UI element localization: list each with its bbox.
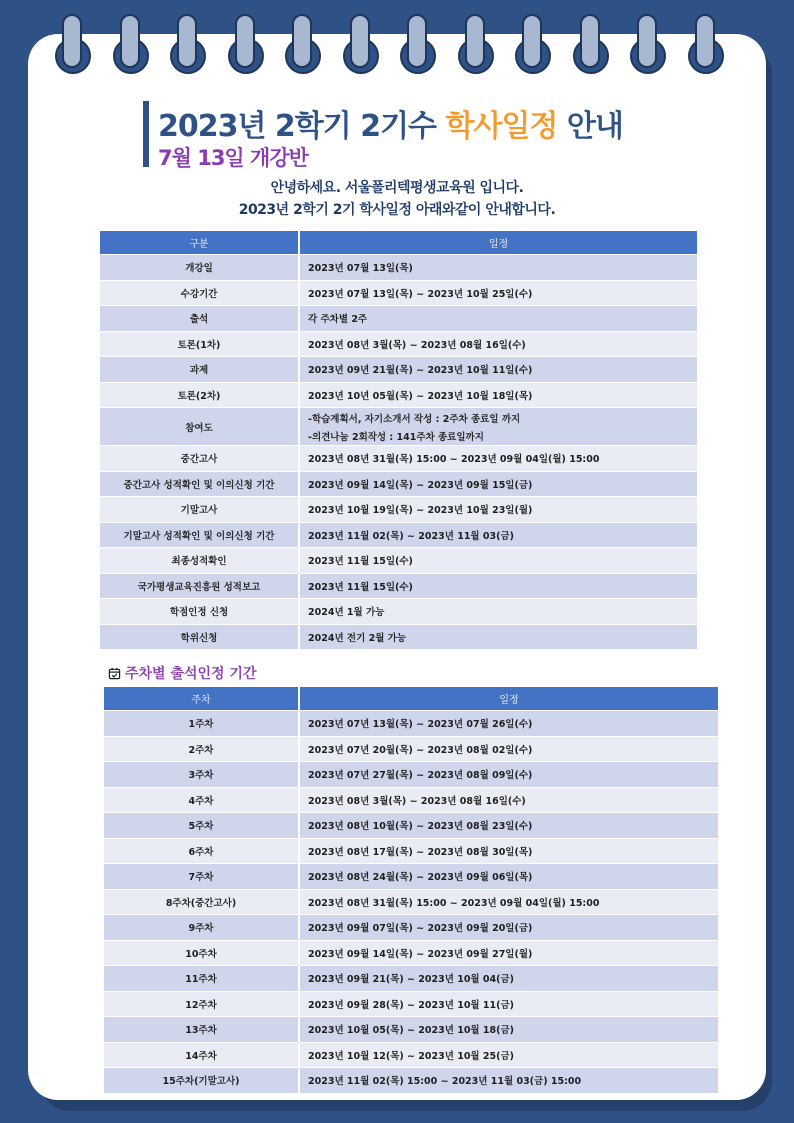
weekly-row [104, 813, 718, 838]
title-highlight: 학사일정 [445, 109, 558, 144]
schedule-header-row [100, 231, 697, 254]
weekly-row [104, 992, 718, 1017]
schedule-row-date: 2023년 11월 15일(수) [300, 548, 697, 573]
schedule-row [100, 255, 697, 280]
schedule-row-label: 토론(1차) [100, 332, 300, 357]
schedule-row-label: 기말고사 [100, 497, 300, 522]
schedule-row [100, 625, 697, 650]
page-subtitle: 7월 13일 개강반 [158, 146, 308, 170]
schedule-row [100, 548, 697, 573]
schedule-row-date [300, 408, 697, 445]
weekly-row-date: 2023년 07년 13월(목) ~ 2023년 07월 26일(수) [300, 711, 718, 736]
schedule-row [100, 523, 697, 548]
weekly-row [104, 864, 718, 889]
schedule-row-date: 2023년 11월 15일(수) [300, 574, 697, 599]
weekly-row-date: 2023년 08년 24월(목) ~ 2023년 09월 06일(목) [300, 864, 718, 889]
binder-ring [285, 14, 319, 74]
binder-ring [515, 14, 549, 74]
title-accent-bar [143, 101, 149, 167]
schedule-row [100, 281, 697, 306]
binder-ring [113, 14, 147, 74]
weekly-row [104, 788, 718, 813]
schedule-row [100, 574, 697, 599]
weekly-row [104, 890, 718, 915]
binder-ring [170, 14, 204, 74]
weekly-row-label: 7주차 [104, 864, 300, 889]
weekly-header-week: 주차 [104, 687, 300, 710]
binder-ring [688, 14, 722, 74]
weekly-header-date: 일정 [300, 687, 718, 710]
weekly-row-date: 2023년 11월 02(목) 15:00 ~ 2023년 11월 03(금) 15:00 [300, 1068, 718, 1093]
weekly-row [104, 711, 718, 736]
weekly-row-label: 5주차 [104, 813, 300, 838]
greeting-line-2: 2023년 2학기 2기 학사일정 아래와같이 안내합니다. [238, 202, 556, 218]
weekly-row-date: 2023년 08년 31월(목) 15:00 ~ 2023년 09월 04일(월) 15:00 [300, 890, 718, 915]
weekly-row-date: 2023년 07년 20월(목) ~ 2023년 08월 02일(수) [300, 737, 718, 762]
weekly-row-label: 14주차 [104, 1043, 300, 1068]
binder-ring [343, 14, 377, 74]
weekly-row-date: 2023년 09월 28(목) ~ 2023년 10월 11(금) [300, 992, 718, 1017]
weekly-row-label: 13주차 [104, 1017, 300, 1042]
weekly-row-label: 15주차(기말고사) [104, 1068, 300, 1093]
schedule-header-category: 구분 [100, 231, 300, 254]
schedule-row-label: 출석 [100, 306, 300, 331]
weekly-row-date: 2023년 10월 05(목) ~ 2023년 10월 18(금) [300, 1017, 718, 1042]
weekly-section-label: 주차별 출석인정 기간 [125, 666, 257, 682]
weekly-row-label: 9주차 [104, 915, 300, 940]
weekly-row-date: 2023년 09월 21(목) ~ 2023년 10월 04(금) [300, 966, 718, 991]
schedule-row-label: 국가평생교육진흥원 성적보고 [100, 574, 300, 599]
schedule-row-date: 2023년 08년 3월(목) ~ 2023년 08월 16일(수) [300, 332, 697, 357]
page-title: 2023년 2학기 2기수 학사일정 안내 [158, 109, 623, 144]
schedule-row-date-line: -학습계획서, 자기소개서 작성 : 2주차 종료일 까지 [308, 413, 521, 425]
weekly-row-date: 2023년 07년 27월(목) ~ 2023년 08월 09일(수) [300, 762, 718, 787]
weekly-row-date: 2023년 09월 14일(목) ~ 2023년 09월 27일(월) [300, 941, 718, 966]
schedule-row-date: 2023년 10월 19일(목) ~ 2023년 10월 23일(월) [300, 497, 697, 522]
schedule-row [100, 306, 697, 331]
schedule-row-label: 과제 [100, 357, 300, 382]
schedule-row-date: 2023년 08년 31월(목) 15:00 ~ 2023년 09월 04일(월) 15:00 [300, 446, 697, 471]
schedule-row-date: 2023년 07월 13일(목) ~ 2023년 10월 25일(수) [300, 281, 697, 306]
schedule-header-date: 일정 [300, 231, 697, 254]
weekly-row [104, 1068, 718, 1093]
weekly-row [104, 762, 718, 787]
weekly-section-title [108, 663, 256, 683]
schedule-row-label: 참여도 [100, 408, 300, 445]
weekly-row-label: 8주차(중간고사) [104, 890, 300, 915]
binder-ring [228, 14, 262, 74]
schedule-row [100, 383, 697, 408]
weekly-row [104, 966, 718, 991]
binder-ring [55, 14, 89, 74]
schedule-row-label: 토론(2차) [100, 383, 300, 408]
weekly-table [104, 686, 718, 1094]
weekly-row [104, 941, 718, 966]
schedule-row [100, 446, 697, 471]
schedule-row-label: 개강일 [100, 255, 300, 280]
weekly-row [104, 1043, 718, 1068]
schedule-row-date: 각 주차별 2주 [300, 306, 697, 331]
schedule-row-label: 학위신청 [100, 625, 300, 650]
schedule-table [100, 230, 697, 650]
weekly-row-label: 2주차 [104, 737, 300, 762]
schedule-row-date-line: -의견나눔 2회작성 : 141주차 종료일까지 [308, 431, 484, 443]
schedule-row [100, 472, 697, 497]
binder-ring [400, 14, 434, 74]
schedule-row [100, 332, 697, 357]
schedule-row-label: 수강기간 [100, 281, 300, 306]
weekly-row [104, 1017, 718, 1042]
weekly-row-label: 1주차 [104, 711, 300, 736]
weekly-row-label: 10주차 [104, 941, 300, 966]
weekly-row [104, 737, 718, 762]
binder-ring [458, 14, 492, 74]
schedule-row-date: 2023년 11월 02(목) ~ 2023년 11월 03(금) [300, 523, 697, 548]
schedule-row-date: 2023년 07월 13일(목) [300, 255, 697, 280]
binder-ring [630, 14, 664, 74]
schedule-row-label: 기말고사 성적확인 및 이의신청 기간 [100, 523, 300, 548]
greeting-line-1: 안녕하세요. 서울폴리텍평생교육원 입니다. [270, 180, 524, 196]
schedule-row-label: 최종성적확인 [100, 548, 300, 573]
weekly-row-date: 2023년 08년 17월(목) ~ 2023년 08월 30일(목) [300, 839, 718, 864]
weekly-row-label: 11주차 [104, 966, 300, 991]
schedule-row-date: 2023년 10년 05월(목) ~ 2023년 10월 18일(목) [300, 383, 697, 408]
schedule-row-label: 학점인정 신청 [100, 599, 300, 624]
weekly-row-date: 2023년 09월 07일(목) ~ 2023년 09월 20일(금) [300, 915, 718, 940]
weekly-row-label: 3주차 [104, 762, 300, 787]
schedule-row-label: 중간고사 [100, 446, 300, 471]
spiral-binding [0, 0, 794, 80]
schedule-row [100, 408, 697, 445]
schedule-row-label: 중간고사 성적확인 및 이의신청 기간 [100, 472, 300, 497]
calendar-check-icon [108, 667, 121, 680]
weekly-row [104, 915, 718, 940]
binder-ring [573, 14, 607, 74]
schedule-row-date: 2024년 전기 2월 가능 [300, 625, 697, 650]
weekly-row-date: 2023년 08년 10월(목) ~ 2023년 08월 23일(수) [300, 813, 718, 838]
weekly-row-label: 6주차 [104, 839, 300, 864]
schedule-row [100, 599, 697, 624]
schedule-row [100, 497, 697, 522]
weekly-row-label: 4주차 [104, 788, 300, 813]
schedule-row-date: 2024년 1월 가능 [300, 599, 697, 624]
schedule-row [100, 357, 697, 382]
weekly-row-date: 2023년 10월 12(목) ~ 2023년 10월 25(금) [300, 1043, 718, 1068]
weekly-row-label: 12주차 [104, 992, 300, 1017]
weekly-row-date: 2023년 08년 3월(목) ~ 2023년 08월 16일(수) [300, 788, 718, 813]
schedule-row-date: 2023년 09월 14일(목) ~ 2023년 09월 15일(금) [300, 472, 697, 497]
schedule-row-date: 2023년 09년 21월(목) ~ 2023년 10월 11일(수) [300, 357, 697, 382]
weekly-header-row [104, 687, 718, 710]
weekly-row [104, 839, 718, 864]
